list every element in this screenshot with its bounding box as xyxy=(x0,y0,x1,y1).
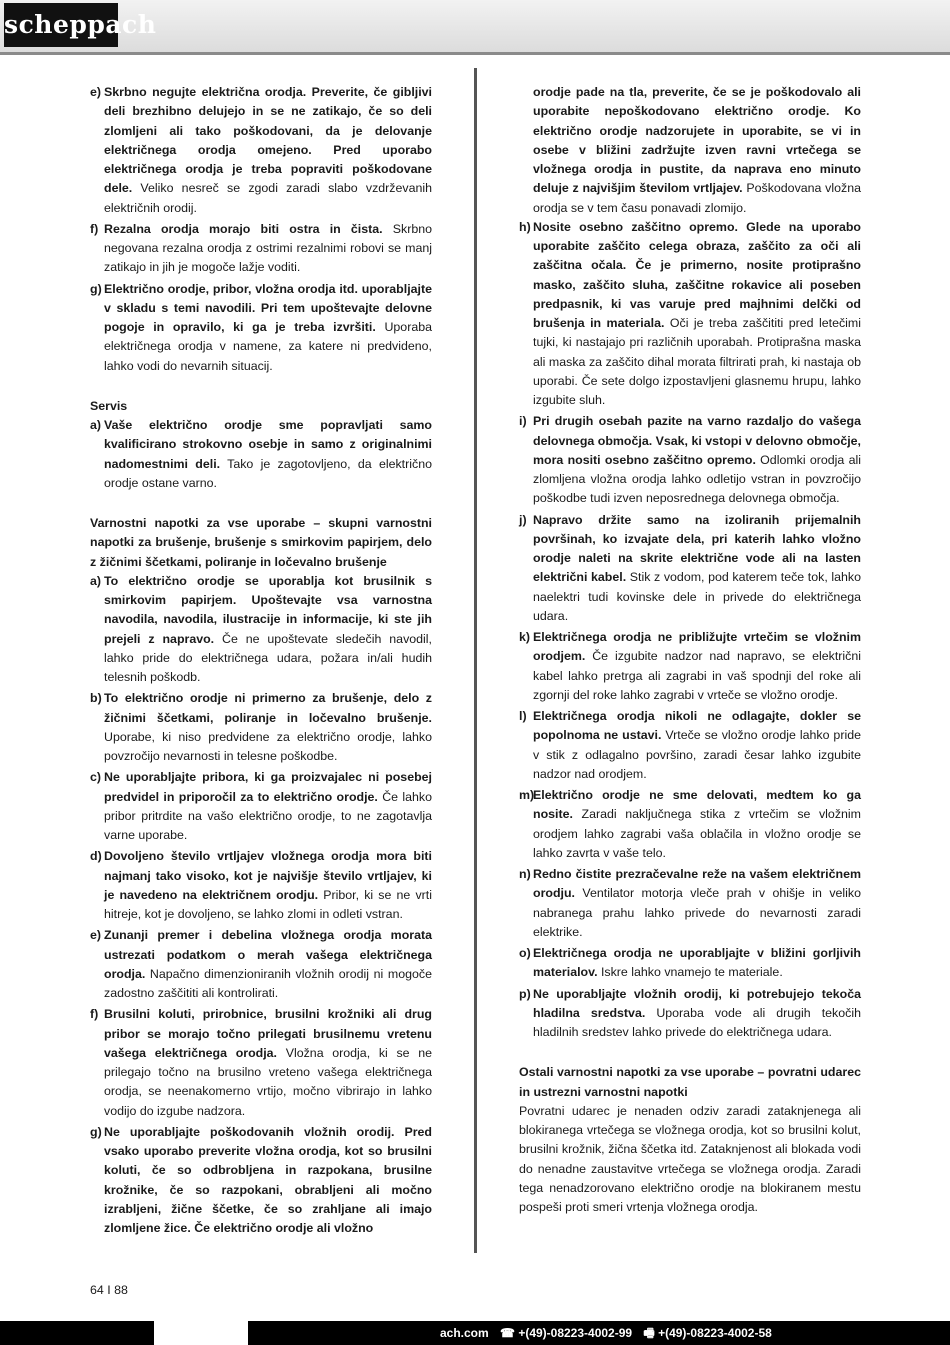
column-divider xyxy=(474,68,477,1253)
list-item: f) Rezalna orodja morajo biti ostra in čista. Skrbno negovana rezalna orodja z ostrimi rezalnimi robovi se manj zatikajo in jih je mogoče lažje voditi. xyxy=(90,221,433,275)
list-item: i) Pri drugih osebah pazite na varno razdaljo do vašega delovnega območja. Vsak, ki vstopi v delovno območje, mora nositi osebno zaščitno opremo. Odlomki orodja ali zlomljena vložna orodja lahko odletijo vstran in povzročijo poškodbe tudi izven neposrednega delovnega območja. xyxy=(519,414,861,506)
section-heading-kickback: Ostali varnostni napotki za vse uporabe – povratni udarec in ustrezni varnostni napotki xyxy=(519,1065,861,1099)
list-item: p) Ne uporabljajte vložnih orodij, ki potrebujejo tekoča hladilna sredstva. Uporaba vode ali drugih tekočih hladilnih sredstev lahko privede do električnega udara. xyxy=(519,986,861,1039)
footer-white-block xyxy=(154,1321,248,1345)
list-item: m) Električno orodje ne sme delovati, medtem ko ga nosite. Zaradi naključnega stika z vrtečim se vložnim orodjem lahko zagrabi vaša oblačila in vložno orodje se lahko zavrta v vaše telo. xyxy=(519,788,861,860)
list-item: b) To električno orodje ni primerno za brušenje, delo z žičnimi ščetkami, poliranje in ločevalno brušenje. Uporabe, ki niso predvidene za električno orodje, lahko povzročijo nevarnosti in telesne poškodbe. xyxy=(90,691,432,763)
list-item: h) Nosite osebno zaščitno opremo. Glede na uporabo uporabite zaščito celega obraza, zaščito za oči ali zaščitna očala. Če je primerno, nosite protiprašno masko, zaščito sluha, zaščitne rokavice ali poseben predpasnik, ki vas varuje pred majhnimi delčki od brušenja in materiala. Oči je treba zaščititi pred letečimi tujki, ki nastajajo pri različnih uporabah. Protiprašna maska ali maska za zaščito dihal morata filtrirati prah, ki nastaja ob uporabi. Če sete dolgo izpostavljeni glasnemu hrupu, lahko izgubite sluh. xyxy=(519,219,862,407)
list-item-continuation: orodje pade na tla, preverite, če se je poškodovalo ali uporabite nepoškodovano električno orodje. Ko električno orodje nadzorujete in uporabite, se vi in osebe v bližini zadržujte izven ravni vrtečega se vložnega orodja in pustite, da naprava eno minuto deluje z najvišjim številom vrtljajev. Poškodovana vložna orodja se v tem času ponavadi zlomijo. xyxy=(533,85,861,215)
list-item: a) To električno orodje se uporablja kot brusilnik s smirkovim papirjem. Upoštevajte vsa varnostna navodila, navodila, ilustracije in informacije, ki ste jih prejeli z napravo. Če ne upoštevate sledečih navodil, lahko pride do električnega udara, požara in/ali hudih telesnih poškodb. xyxy=(90,573,432,684)
footer-web: ach.com xyxy=(440,1326,489,1340)
list-item: n) Redno čistite prezračevalne reže na vašem električnem orodju. Ventilator motorja vleče prah v ohišje in veliko nabranega prahu lahko privede do nevarnosti zaradi elektrike. xyxy=(519,867,861,939)
list-item: g) Ne uporabljajte poškodovanih vložnih orodij. Pred vsako uporabo preverite vložna orodja, kot so brusilni koluti, če so odbrobljena in razpokana, brusilne krožnike, če so razpokani, obrabljeni ali močno izrabljeni, žične ščetke, če so zrahljane ali imajo zlomljene žice. Če električno orodje ali vložno xyxy=(90,1124,432,1235)
section-heading-safety: Varnostni napotki za vse uporabe – skupni varnostni napotki za brušenje, brušenje s smirkovim papirjem, delo z žičnimi ščetkami, poliranje in ločevalno brušenje xyxy=(90,516,432,569)
page-number: 64 I 88 xyxy=(90,1283,128,1297)
right-column xyxy=(519,83,861,1217)
list-item: f) Brusilni koluti, prirobnice, brusilni krožniki ali drug pribor se morajo točno prilegati brusilnemu vretenu vašega električnega orodja. Vložna orodja, ki se ne prilegajo točno na brusilno vreteno vašega električnega orodja, se neenakomerno vrtijo, močno vibrirajo in lahko vodijo do izgube nadzora. xyxy=(90,1007,432,1118)
header-rule xyxy=(0,52,950,55)
list-item: d) Dovoljeno število vrtljajev vložnega orodja mora biti najmanj tako visoko, kot je najvišje število vrtljajev, ki je navedeno na električnem orodju. Pribor, ki se ne vrti hitreje, kot je dovoljeno, se lahko zlomi in odleti vstran. xyxy=(90,849,432,921)
list-item: e) Skrbno negujte električna orodja. Preverite, če gibljivi deli brezhibno delujejo in se ne zatikajo, če so deli zlomljeni ali tako poškodovani, da je delovanje električnega orodja omejeno. Pred uporabo električnega orodja je treba popraviti poškodovane dele. Veliko nesreč se zgodi zaradi slabo vzdrževanih električnih orodij. xyxy=(90,85,432,215)
list-item: k) Električnega orodja ne približujte vrtečim se vložnim orodjem. Če izgubite nadzor nad napravo, se električni kabel lahko pretrga ali zagrabi in vaš spodnji del roke ali zgornji del roke lahko zagrabi v vrteče se vložno orodje. xyxy=(519,630,861,702)
section-heading-servis: Servis xyxy=(90,398,128,413)
list-item: j) Napravo držite samo na izoliranih prijemalnih površinah, ko izvajate dela, pri katerih lahko vložno orodje naleti na skrite električne vode ali na lasten električni kabel. Stik z vodom, pod katerem teče tok, lahko naelektri tudi kovinske dele in privede do električnega udara. xyxy=(519,512,861,623)
footer-phone: ☎ +(49)-08223-4002-99 xyxy=(500,1326,633,1340)
list-item: o) Električnega orodja ne uporabljajte v bližini gorljivih materialov. Iskre lahko vnamejo te materiale. xyxy=(519,946,861,980)
list-item: c) Ne uporabljajte pribora, ki ga proizvajalec ni posebej predvidel in priporočil za to električno orodje. Če lahko pribor pritrdite na vašo električno orodje, to ne zagotavlja varne uporabe. xyxy=(90,770,432,842)
list-item: e) Zunanji premer i debelina vložnega orodja morata ustrezati podatkom o merah vašega električnega orodja. Napačno dimenzioniranih vložnih orodij ni mogoče zadostno zaščititi ali kontrolirati. xyxy=(90,928,432,1000)
list-item: l) Električnega orodja nikoli ne odlagajte, dokler se popolnoma ne ustavi. Vrteče se vložno orodje lahko pride v stik z odlagalno površino, zaradi česar lahko izgubite nadzor nad orodjem. xyxy=(519,709,861,781)
footer-contact xyxy=(440,1321,780,1345)
list-item: g) Električno orodje, pribor, vložna orodja itd. uporabljajte v skladu s temi navodili. Pri tem upoštevajte delovne pogoje in opravilo, ki ga je treba izvršiti. Uporaba električnega orodja v namene, za katere ni predvideno, lahko vodi do nevarnih situacij. xyxy=(90,281,432,373)
scheppach-logo: scheppach xyxy=(4,3,118,47)
left-column xyxy=(90,83,432,1240)
kickback-paragraph: Povratni udarec je nenaden odziv zaradi zataknjenega ali blokiranega vrtečega se vložnega orodja, kot so brusilni kolut, brusilni krožnik, žična ščetka itd. Zataknjenost ali blokada vodi do nenadne zaustavitve vrtečega se vložnega orodja. Zaradi tega nenadzorovano električno orodje na blokiranem mestu pospeši proti smeri vrtenja vložnega orodja. xyxy=(519,1103,861,1214)
list-item: a) Vaše električno orodje sme popravljati samo kvalificirano strokovno osebje in samo z originalnimi nadomestnimi deli. Tako je zagotovljeno, da električno orodje ostane varno. xyxy=(90,418,432,490)
footer-fax: 🖷 +(49)-08223-4002-58 xyxy=(643,1326,772,1340)
